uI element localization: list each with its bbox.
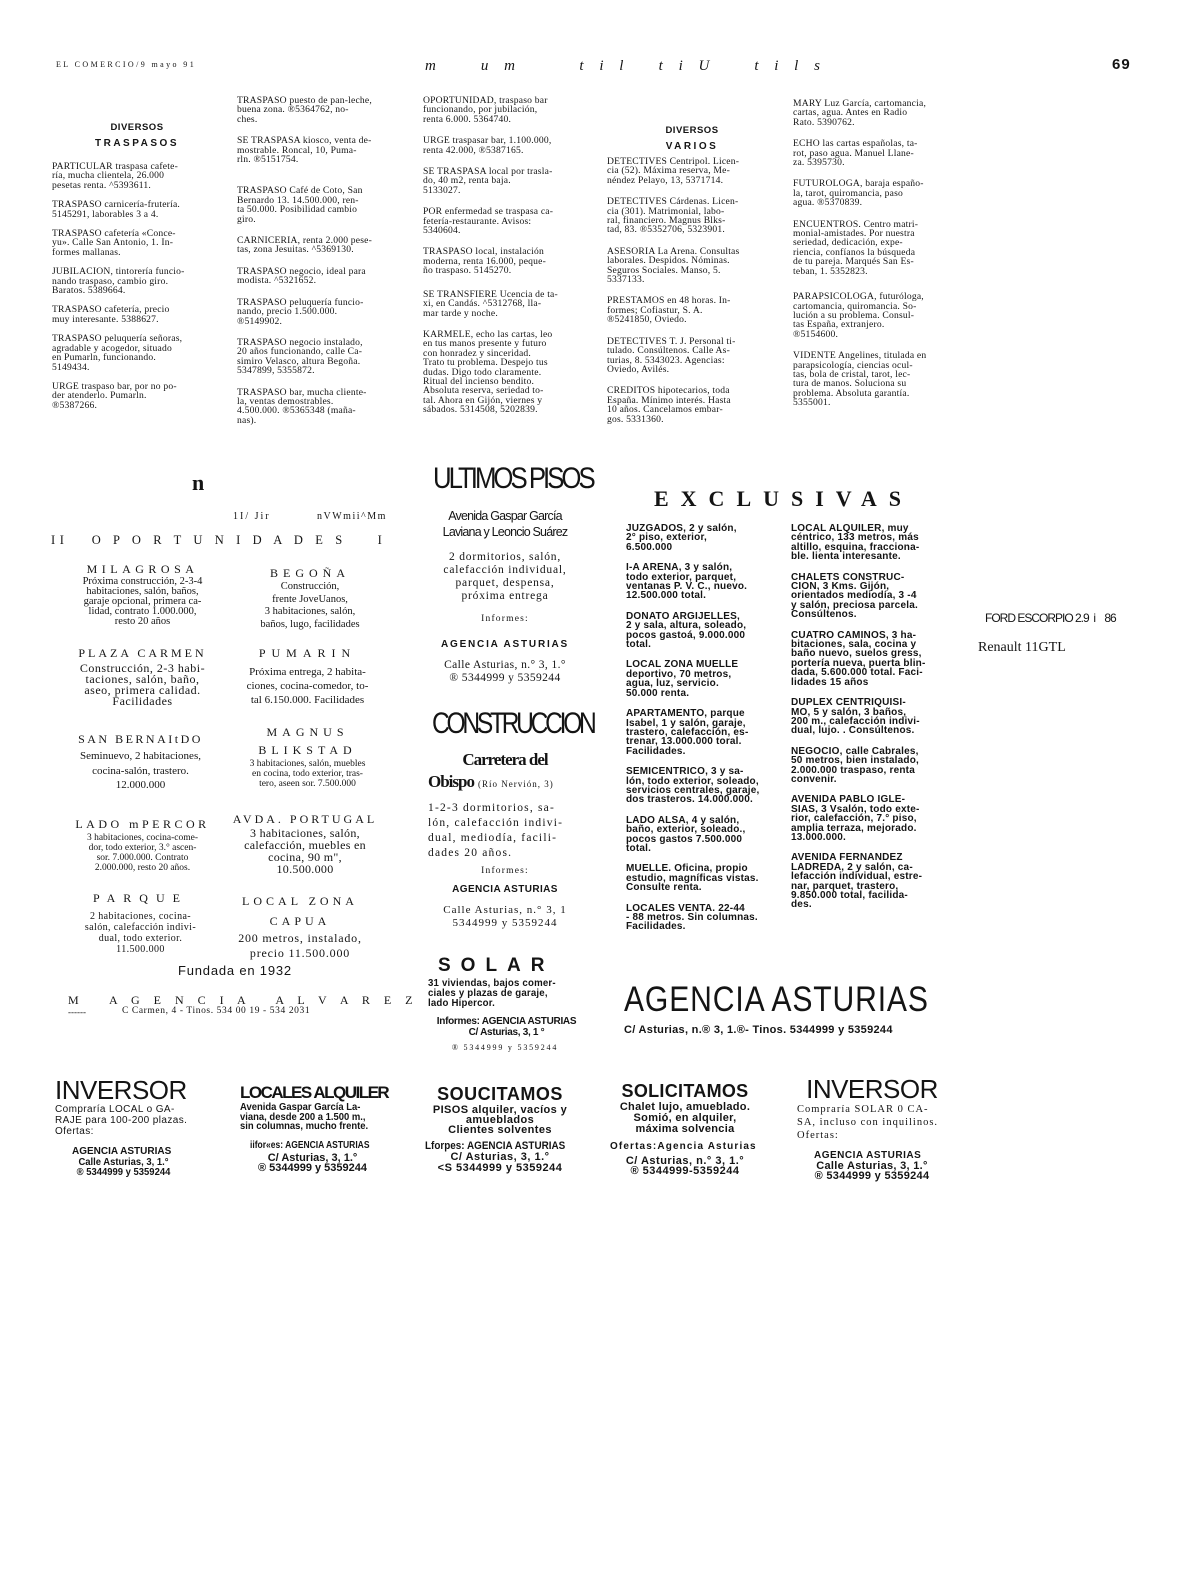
exclusiva-listing: NEGOCIO, calle Cabrales, 50 metros, bien instalado, 2.000.000 traspaso, renta convenir. xyxy=(791,745,920,785)
classified-ad: JUBILACION, tintorería funcio- nando traspaso, cambio giro. Baratos. 5389664. xyxy=(52,266,185,297)
classified-ad: DETECTIVES Centripol. Licen- cia (52). Máxima reserva, Me- néndez Pelayo, 13, 5371714. xyxy=(607,156,740,186)
alvarez-top-line-a: 1I/ Jir xyxy=(233,511,271,522)
solar-text: 31 viviendas, bajos comer- ciales y plazas de garaje, lado Hipercor. xyxy=(428,977,556,1009)
exclusivas-title: EXCLUSIVAS xyxy=(654,486,913,511)
exclusiva-listing: MUELLE. Oficina, propio estudio, magníficas vistas. Consulte renta. xyxy=(626,863,759,894)
section-heading: TRASPASOS xyxy=(95,138,179,149)
classified-ad: FUTUROLOGA, baraja españo- la, tarot, quiromancia, paso agua. ®5370839. xyxy=(793,178,924,209)
exclusiva-listing: I-A ARENA, 3 y salón, todo exterior, parquet, ventanas P. V. C., nuevo. 12.500.000 total. xyxy=(626,562,748,602)
classified-ad: TRASPASO cafetería, precio muy interesante. 5388627. xyxy=(52,304,170,325)
exclusivas-address: C/ Asturias, n.® 3, 1.®- Tinos. 5344999 y 5359244 xyxy=(624,1024,893,1036)
exclusivas-right-column xyxy=(791,524,951,920)
classified-ad: ENCUENTROS. Centro matri- monial-amistades. Por nuestra seriedad, dedicación, expe- riencia, confíanos la búsqueda de tu pareja. Marqués San Es- teban, 1. 5352823. xyxy=(793,218,919,277)
classified-ad: TRASPASO cafetería «Conce- yu». Calle San Antonio, 1. In- formes mallanas. xyxy=(52,228,176,258)
listing-title: BEGOÑA xyxy=(270,566,350,580)
listing-text: 2 habitaciones, cocina- salón, calefacción indivi- dual, todo exterior. 11.500.000 xyxy=(84,911,197,955)
listing-text: Construcción, 2-3 habi- taciones, salón, baño, aseo, primera calidad. Facilidades xyxy=(79,661,206,708)
alvarez-logo: n xyxy=(192,470,205,495)
classified-ad: ECHO las cartas españolas, ta- rot, paso agua. Manuel Llane- za. 5395730. xyxy=(793,138,918,169)
listing-text: 3 habitaciones, cocina-come- dor, todo exterior, 3.° ascen- sor. 7.000.000. Contrato 2.000.000, resto 20 años. xyxy=(86,833,199,873)
header-center: m u m t i l t i U t i l s xyxy=(425,58,826,74)
bottom-ad-address: Calle Asturias, 3, 1.° ® 5344999 y 5359244 xyxy=(76,1156,171,1178)
oportunidades-banner: II O P O R T U N I D A D E S I xyxy=(51,533,387,547)
bottom-ad-agency: AGENCIA ASTURIAS xyxy=(814,1150,922,1161)
bottom-ad-text: Avenida Gaspar García La- viana, desde 200 a 1.500 m., sin columnas, mucho frente. xyxy=(240,1101,369,1133)
fundada-text: Fundada en 1932 xyxy=(178,963,292,978)
bottom-ad-title: LOCALES ALQUILER xyxy=(240,1083,389,1102)
exclusiva-listing: LADO ALSA, 4 y salón, baño, exterior, soleado., pocos gastos 7.500.000 total. xyxy=(626,814,746,854)
bottom-ad-inversor-solar xyxy=(797,1074,957,1181)
agencia-alvarez-address-prefix: ------ xyxy=(68,1007,86,1017)
listing-title: PARQUE xyxy=(93,891,188,905)
listing-begona xyxy=(225,566,395,631)
listing-title: LADO mPERCOR xyxy=(75,817,210,831)
classified-ad: VIDENTE Angelines, titulada en parapsicología, ciencias ocul- tas, bola de cristal, tarot, lec- tura de manos. Soluciona su problema. Absoluta garantía. 5355001. xyxy=(793,350,927,409)
listing-milagrosa xyxy=(60,562,225,627)
listing-text: 200 metros, instalado, precio 11.500.000 xyxy=(238,931,362,960)
exclusiva-listing: LOCAL ZONA MUELLE deportivo, 70 metros, agua, luz, servicio. 50.000 renta. xyxy=(626,659,739,699)
bottom-ad-title: SOUCITAMOS xyxy=(437,1084,563,1104)
exclusivas-agency: AGENCIA ASTURIAS xyxy=(624,980,929,1019)
agencia-alvarez-name: M A G E N C I A A L V A R E Z xyxy=(68,993,418,1007)
bottom-ad-title: SOLICITAMOS xyxy=(621,1081,749,1101)
solar-informes: Informes: AGENCIA ASTURIAS C/ Asturias, 3, 1 ° xyxy=(436,1016,577,1038)
construccion-sub2-main: Obispo xyxy=(428,772,474,791)
exclusiva-listing: CHALETS CONSTRUC- CION, 3 Kms. Gijón, orientados mediodía, 3 -4 y salón, preciosa parcela. Consúltenos. xyxy=(791,571,918,621)
side-renault: Renault 11GTL xyxy=(978,640,1066,655)
solar-phones: ® 5344999 y 5359244 xyxy=(451,1043,559,1052)
construccion-informes: Informes: xyxy=(481,866,529,876)
classified-ad: SE TRANSFIERE Ucencia de ta- xi, en Candás. ^5312768, lla- mar tarde y noche. xyxy=(423,288,558,319)
header-left: EL COMERCIO/9 mayo 91 xyxy=(56,60,197,69)
classified-ad: POR enfermedad se traspasa ca- fetería-restaurante. Avisos: 5340604. xyxy=(423,206,554,237)
listing-title: PUMARIN xyxy=(258,646,357,660)
column-traspasos-2 xyxy=(237,96,407,435)
column-varios xyxy=(607,123,777,434)
section-heading: VARIOS xyxy=(665,141,719,152)
listing-text: 3 habitaciones, salón, calefacción, muebles en cocina, 90 m", 10.500.000 xyxy=(244,826,366,876)
bottom-ad-address: Calle Asturias, 3, 1.° ® 5344999 y 5359244 xyxy=(814,1160,930,1182)
construccion-sub2 xyxy=(428,772,554,792)
classified-ad: OPORTUNIDAD, traspaso bar funcionando, por jubilación, renta 6.000. 5364740. xyxy=(423,95,548,125)
listing-magnus-blikstad xyxy=(225,723,390,789)
bottom-ad-title: INVERSOR xyxy=(806,1074,938,1104)
ultimos-address: Calle Asturias, n.° 3, 1.° ® 5344999 y 5359244 xyxy=(444,659,566,684)
listing-parque xyxy=(58,891,223,955)
listing-text: Próxima construcción, 2-3-4 habitaciones, salón, baños, garaje opcional, primera ca- lidad, contrato 1.000.000, resto 20 años xyxy=(82,576,203,627)
exclusiva-listing: JUZGADOS, 2 y salón, 2° piso, exterior, 6.500.000 xyxy=(626,523,737,553)
classified-ad: URGE traspaso bar, por no po- der atenderlo. Pumarln. ®5387266. xyxy=(52,380,177,411)
listing-local-zona-capua xyxy=(215,891,385,961)
listing-text: Próxima entrega, 2 habita- ciones, cocina-comedor, to- tal 6.150.000. Facilidades xyxy=(246,666,369,706)
classified-ad: TRASPASO bar, mucha cliente- la, ventas demostrables. 4.500.000. ®5365348 (maña- nas). xyxy=(237,386,367,426)
solar-title: SOLAR xyxy=(438,955,555,976)
section-heading: DIVERSOS xyxy=(665,125,719,136)
listing-lado-pericor xyxy=(60,817,225,873)
column-traspasos-3 xyxy=(423,96,593,425)
page-number: 69 xyxy=(1112,56,1131,73)
classified-ad: TRASPASO peluquería funcio- nando, precio 1.500.000. ®5149902. xyxy=(237,296,364,327)
bottom-ad-address: C/ Asturias, 3, 1.° <S 5344999 y 5359244 xyxy=(437,1151,563,1174)
classified-ad: CARNICERIA, renta 2.000 pese- tas, zona Jesuitas. ^5369130. xyxy=(237,235,373,256)
classified-ad: URGE traspasar bar, 1.100.000, renta 42.000, ®5387165. xyxy=(423,135,552,156)
listing-title: SAN BERNAItDO xyxy=(78,732,203,746)
bottom-ad-agency: Ofertas:Agencia Asturias xyxy=(610,1140,757,1152)
listing-title: LOCAL ZONA CAPUA xyxy=(242,894,358,928)
classified-ad: ASESORIA La Arena. Consultas laborales. Despidos. Nóminas. Seguros Sociales. Manso, 5. 5337133. xyxy=(607,245,740,286)
bottom-ad-address: C/ Asturias, n.° 3, 1.° ® 5344999-5359244 xyxy=(625,1155,745,1177)
agencia-alvarez-address: C Carmen, 4 - Tinos. 534 00 19 - 534 2031 xyxy=(122,1006,311,1016)
classified-ad: TRASPASO negocio instalado, 20 años funcionando, calle Ca- simiro Velasco, altura Begoña. 5347899, 5355872. xyxy=(237,336,363,377)
classified-ad: SE TRASPASA kiosco, venta de- mostrable. Roncal, 10, Puma- rln. ®5151754. xyxy=(237,135,372,166)
construccion-sub1: Carretera del xyxy=(462,750,548,769)
listing-text: Construcción, frente JoveUanos, 3 habitaciones, salón, baños, lugo, facilidades xyxy=(260,581,360,630)
ultimos-agency: AGENCIA ASTURIAS xyxy=(440,639,570,650)
ultimos-pisos-text: 2 dormitorios, salón, calefacción individual, parquet, despensa, próxima entrega xyxy=(443,551,567,602)
listing-title: MILAGROSA xyxy=(86,562,199,576)
classified-ad: PARAPSICOLOGA, futuróloga, cartomancia, quiromancia. So- lución a su problema. Consul- tas España, extranjero. ®5154600. xyxy=(793,291,924,340)
bottom-ad-agency: Lforpes: AGENCIA ASTURIAS xyxy=(425,1140,566,1152)
bottom-ad-text: Compraría LOCAL o GA- RAJE para 100-200 plazas. Ofertas: xyxy=(55,1104,188,1137)
classified-ad: TRASPASO Café de Coto, San Bernardo 13. 14.500.000, ren- ta 50.000. Posibilidad cambio giro. xyxy=(237,185,363,225)
exclusiva-listing: LOCAL ALQUILER, muy céntrico, 133 metros, más altillo, esquina, fracciona- ble. lienta interesante. xyxy=(791,523,920,563)
classified-ad: TRASPASO peluquería señoras, agradable y acogedor, situado en Pumarln, funcionando. 5149434. xyxy=(52,333,183,373)
classified-ad: DETECTIVES Cárdenas. Licen- cia (301). Matrimonial, labo- ral, financiero. Magnus Blks- tad, 83. ®5352706, 5323901. xyxy=(607,196,739,236)
section-heading: DIVERSOS xyxy=(110,122,164,133)
exclusiva-listing: LOCALES VENTA. 22-44 - 88 metros. Sin columnas. Facilidades. xyxy=(626,902,758,933)
bottom-ad-text: Compraría SOLAR 0 CA- SA, incluso con inquilinos. Ofertas: xyxy=(797,1104,939,1141)
exclusivas-left-column xyxy=(626,524,786,942)
ultimos-pisos-title: ULTIMOS PISOS xyxy=(433,462,593,495)
exclusiva-listing: DUPLEX CENTRIQUISI- MO, 5 y salón, 3 baños, 200 m., calefacción indivi- dual, lujo. . Consúltenos. xyxy=(791,697,920,737)
exclusiva-listing: SEMICENTRICO, 3 y sa- lón, todo exterior, soleado, servicios centrales, garaje, dos trasteros. 14.000.000. xyxy=(626,766,760,806)
listing-title: MAGNUS BLIKSTAD xyxy=(258,725,357,757)
classified-ad: TRASPASO carnicería-frutería. 5145291, laborables 3 a 4. xyxy=(52,199,180,220)
alvarez-top-line-b: nVWmii^Mm xyxy=(317,511,387,522)
construccion-title: CONSTRUCCION xyxy=(432,707,594,740)
listing-plaza-carmen xyxy=(60,646,225,707)
listing-text: 3 habitaciones, salón, muebles en cocina, todo exterior, tras- tero, aseen sor. 7.500.000 xyxy=(249,759,366,789)
listing-pumarin xyxy=(225,646,390,707)
classified-ad: KARMELE, echo las cartas, leo en tus manos presente y futuro con honradez y sinceridad. Trato tu problema. Despejo tus dudas. Digo todo claramente. Ritual del incienso bendito. Absoluta reserva, seriedad to- tal. Ahora en Gijón, viernes y sábados. 5314508, 5202839. xyxy=(423,328,553,416)
classified-ad: PRESTAMOS en 48 horas. In- formes; Cofiastur, S. A. ®5241850, Oviedo. xyxy=(607,295,731,326)
classified-ad: CREDITOS hipotecarios, toda España. Mínimo interés. Hasta 10 años. Cancelamos embar- gos. 5331360. xyxy=(607,385,731,425)
classified-ad: DETECTIVES T. J. Personal ti- tulado. Consúltenos. Calle As- turias, 8. 5343023. Agencias: Oviedo, Avilés. xyxy=(607,335,736,375)
construccion-sub2-address: (Río Nervión, 3) xyxy=(477,779,554,789)
bottom-ad-inversor-local xyxy=(55,1075,205,1177)
ultimos-pisos-subtitle: Avenida Gaspar García Laviana y Leoncio Suárez xyxy=(442,509,568,539)
classified-ad: TRASPASO local, instalación moderna, renta 16.000, peque- ño traspaso. 5145270. xyxy=(423,246,547,277)
bottom-ad-address: C/ Asturias, 3, 1.° ® 5344999 y 5359244 xyxy=(257,1151,368,1174)
classified-ad: TRASPASO puesto de pan-leche, buena zona. ®5364762, no- ches. xyxy=(237,95,372,125)
ultimos-informes: Informes: xyxy=(481,614,529,624)
exclusiva-listing: AVENIDA PABLO IGLE- SIAS, 3 Vsalón, todo exte- rior, calefacción, 7.° piso, amplia terraza, mejorado. 13.000.000. xyxy=(791,794,920,843)
exclusiva-listing: APARTAMENTO, parque Isabel, 1 y salón, garaje, trastero, calefacción, es- trenar, 13.000.000 toral. Facilidades. xyxy=(626,708,749,757)
listing-san-bernardo xyxy=(58,732,223,793)
bottom-ad-solicitamos-chalet xyxy=(610,1081,760,1176)
classified-ad: PARTICULAR traspasa cafete- ría, mucha clientela, 26.000 pesetas renta. ^5393611. xyxy=(52,161,178,191)
listing-title: PLAZA CARMEN xyxy=(78,646,207,660)
exclusiva-listing: DONATO ARGIJELLES, 2 y sala, altura, soleado, pocos gastoá, 9.000.000 total. xyxy=(626,610,747,651)
bottom-ad-text: Chalet lujo, amueblado. Somió, en alquiler, máxima solvencia xyxy=(619,1101,751,1135)
construccion-address: Calle Asturias, n.° 3, 1 5344999 y 5359244 xyxy=(443,904,567,929)
column-varios-2 xyxy=(793,99,963,418)
exclusiva-listing: AVENIDA FERNANDEZ LADREDA, 2 y salón, ca- lefacción individual, estre- nar, parquet, trastero, 9.850.000 total, facilida- des. xyxy=(791,852,923,911)
classified-ad: TRASPASO negocio, ideal para modista. ^5321652. xyxy=(237,265,366,287)
bottom-ad-agency: iifor«es: AGENCIA ASTURIAS xyxy=(250,1139,370,1151)
classified-ad: MARY Luz García, cartomancia, cartas, agua. Antes en Radio Rato. 5390762. xyxy=(793,98,927,128)
listing-text: Seminuevo, 2 habitaciones, cocina-salón, trastero. 12.000.000 xyxy=(80,750,201,791)
bottom-ad-solicitamos-pisos xyxy=(425,1084,575,1174)
bottom-ad-text: PISOS alquiler, vacíos y amueblados Clientes solventes xyxy=(432,1104,568,1136)
bottom-ad-title: INVERSOR xyxy=(55,1075,187,1105)
listing-avda-portugal xyxy=(220,812,390,875)
construccion-agency: AGENCIA ASTURIAS xyxy=(452,884,558,895)
bottom-ad-agency: AGENCIA ASTURIAS xyxy=(72,1146,172,1157)
column-traspasos xyxy=(52,120,222,420)
bottom-ad-locales-alquiler xyxy=(240,1083,390,1173)
classified-ad: SE TRASPASA local por trasla- do, 40 m2, renta baja. 5133027. xyxy=(423,166,553,196)
exclusiva-listing: CUATRO CAMINOS, 3 ha- bitaciones, sala, cocina y baño nuevo, suelos gress, portería nueva, puerta blin- dada, 5.600.000 total. Faci- lidades 15 años xyxy=(791,629,926,688)
listing-title: AVDA. PORTUGAL xyxy=(232,812,378,826)
construccion-text: 1-2-3 dormitorios, sa- lón, calefacción indivi- dual, mediodía, facili- dades 20 años. xyxy=(428,802,564,859)
side-ford: FORD ESCORPIO 2.9 i 86 xyxy=(985,611,1116,625)
